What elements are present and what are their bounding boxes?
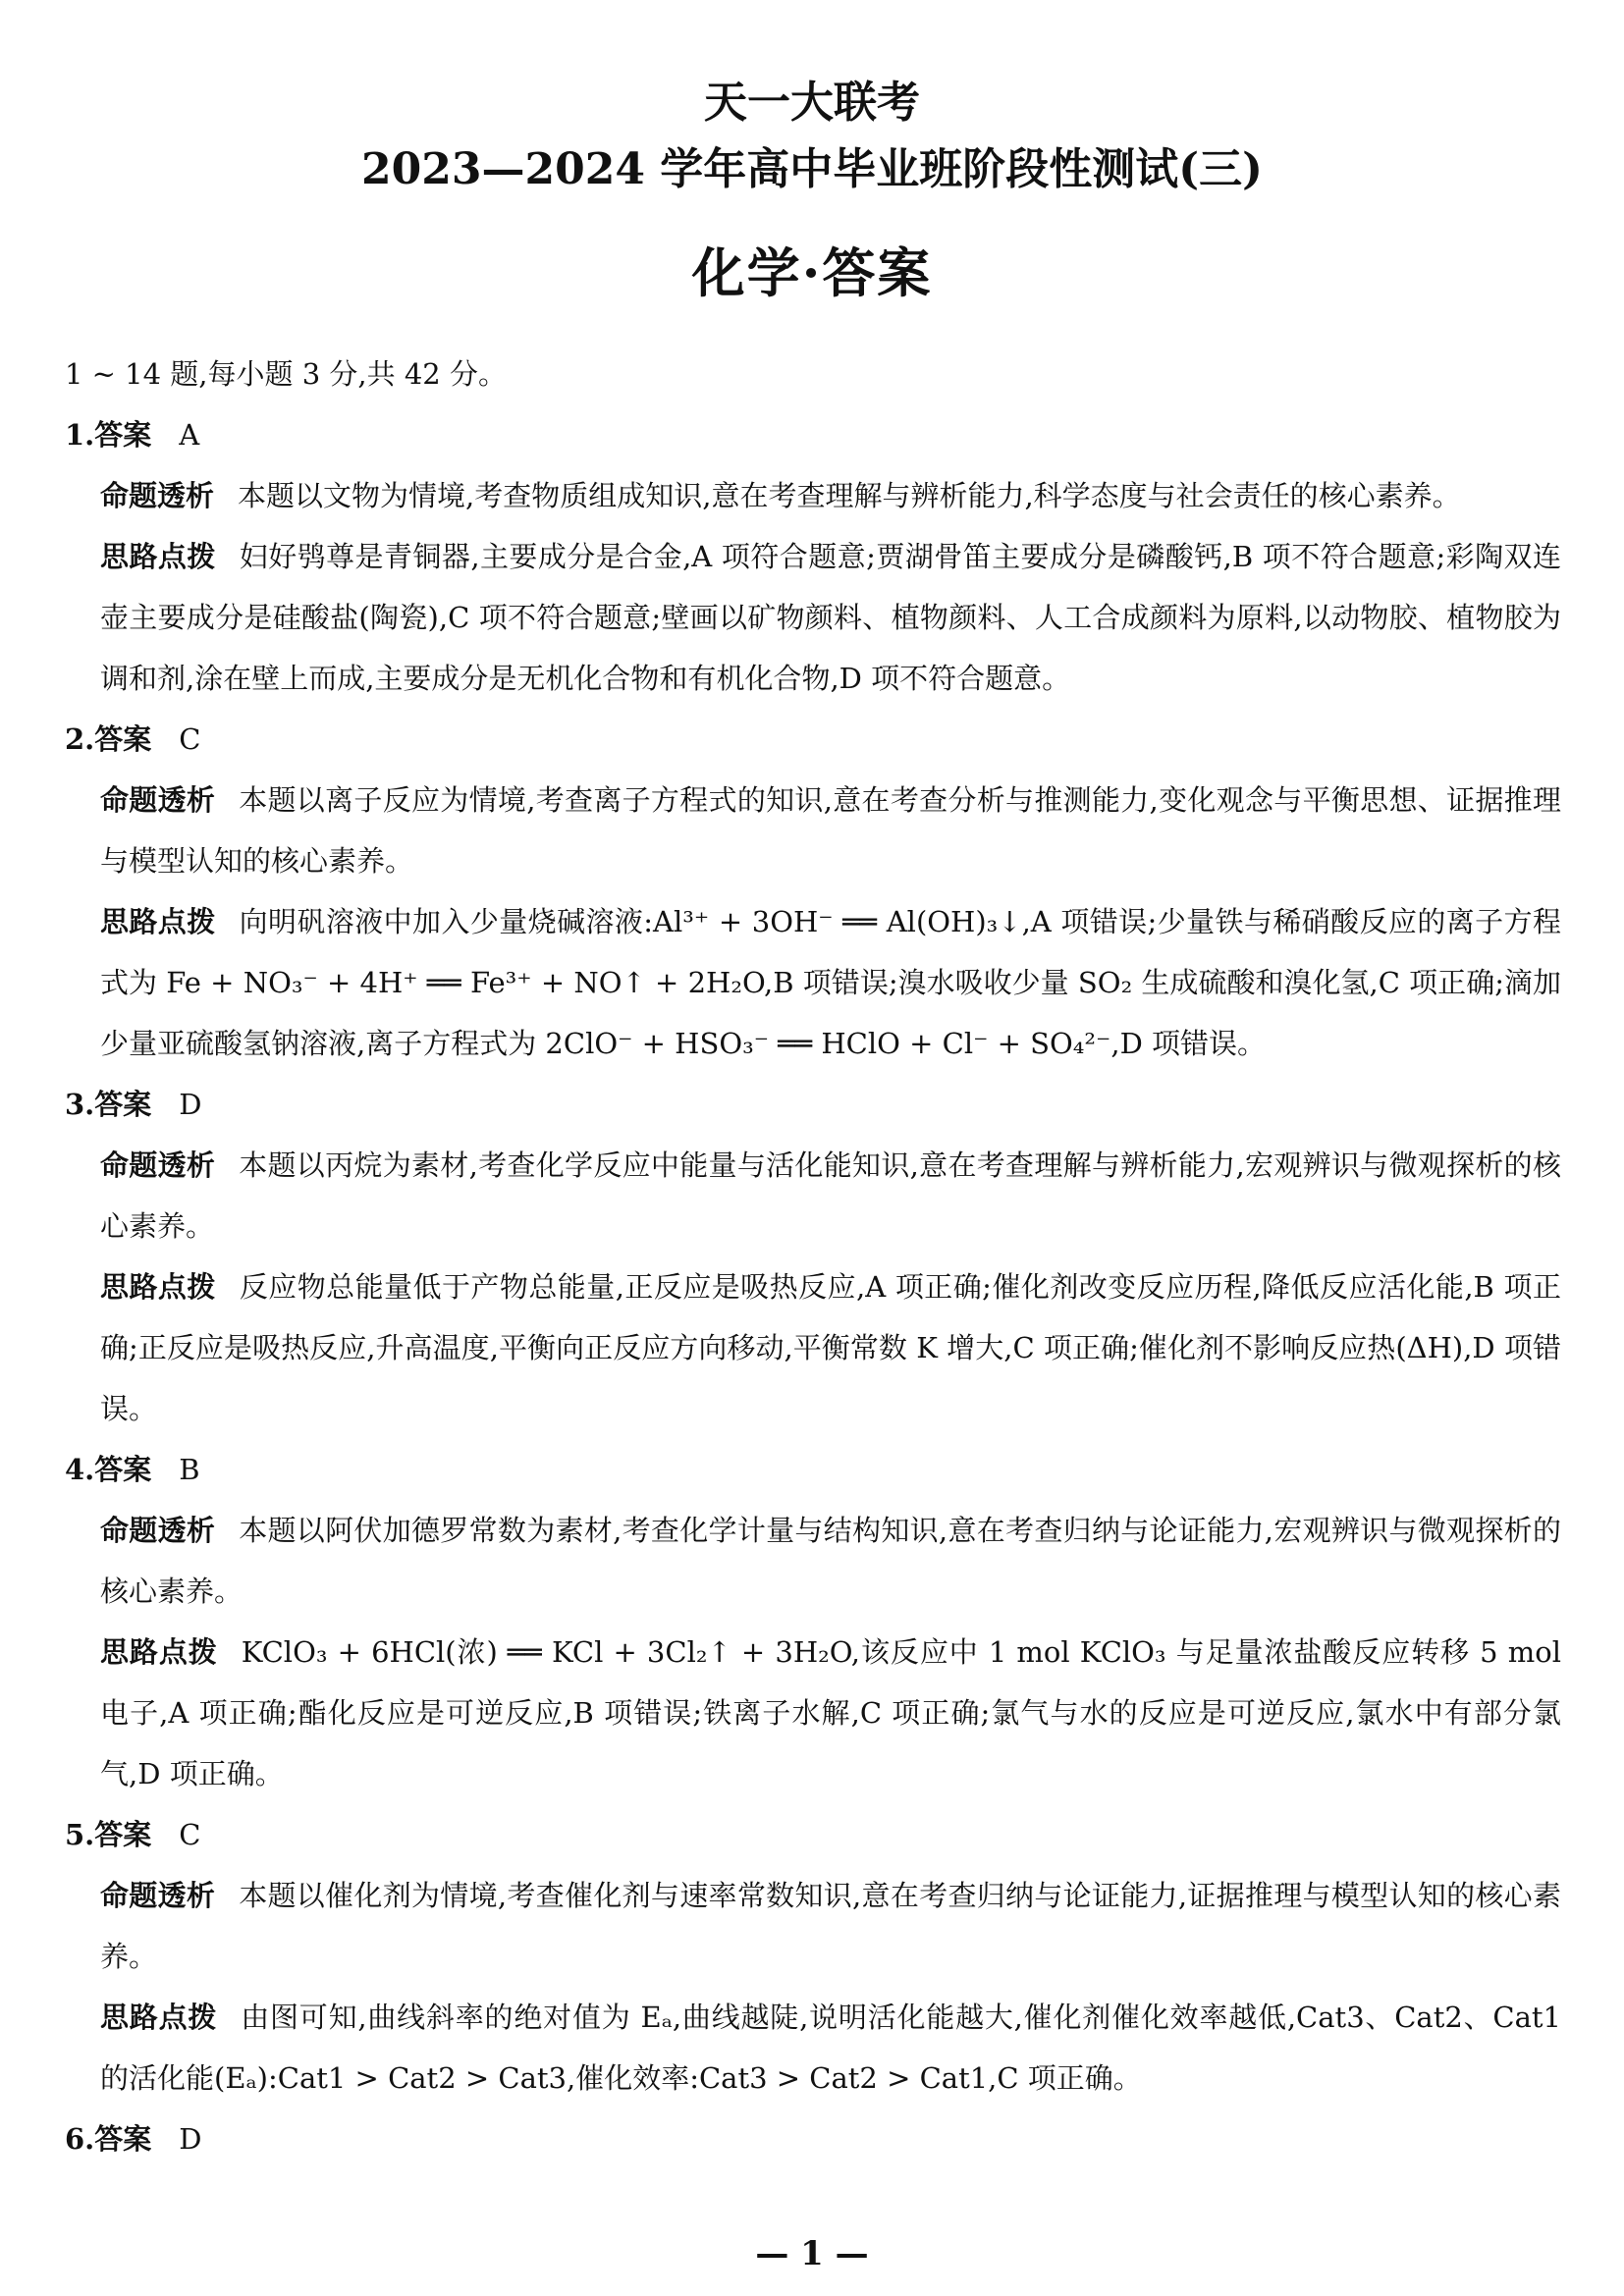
analysis-text: 本题以阿伏加德罗常数为素材,考查化学计量与结构知识,意在考查归纳与论证能力,宏观辨识与微观探析的核心素养。 — [100, 1514, 1561, 1608]
question-block-4 — [65, 1439, 1561, 1804]
hint-paragraph — [65, 1256, 1561, 1439]
answer-value: A — [179, 418, 200, 452]
analysis-paragraph — [65, 1865, 1561, 1987]
hint-label: 思路点拨 — [100, 905, 216, 938]
question-head — [65, 1439, 1561, 1500]
hint-text: 反应物总能量低于产物总能量,正反应是吸热反应,A 项正确;催化剂改变反应历程,降低反应活化能,B 项正确;正反应是吸热反应,升高温度,平衡向正反应方向移动,平衡常数 K 增大,C 项正确;催化剂不影响反应热(ΔH),D 项错误。 — [100, 1270, 1561, 1425]
intro-text: 1 ~ 14 题,每小题 3 分,共 42 分。 — [65, 357, 507, 391]
analysis-text: 本题以离子反应为情境,考查离子方程式的知识,意在考查分析与推测能力,变化观念与平衡思想、证据推理与模型认知的核心素养。 — [100, 783, 1561, 878]
hint-text: 由图可知,曲线斜率的绝对值为 Eₐ,曲线越陡,说明活化能越大,催化剂催化效率越低,Cat3、Cat2、Cat1 的活化能(Eₐ):Cat1 > Cat2 > Cat3,催化效率:Cat3 > Cat2 > Cat1,C 项正确。 — [100, 2001, 1561, 2095]
page-number: — 1 — — [755, 2234, 869, 2273]
answer-value: D — [179, 2122, 202, 2156]
question-block-5 — [65, 1804, 1561, 2109]
subject-title: 化学·答案 — [691, 241, 933, 304]
hint-text: 向明矾溶液中加入少量烧碱溶液:Al³⁺ + 3OH⁻ ══ Al(OH)₃↓,A 项错误;少量铁与稀硝酸反应的离子方程式为 Fe + NO₃⁻ + 4H⁺ ══ Fe³⁺ + NO↑ + 2H₂O,B 项错误;溴水吸收少量 SO₂ 生成硫酸和溴化氢,C 项正确;滴加少量亚硫酸氢钠溶液,离子方程式为 2ClO⁻ + HSO₃⁻ ══ HClO + Cl⁻ + SO₄²⁻,D 项错误。 — [100, 905, 1561, 1060]
hint-paragraph — [65, 1622, 1561, 1804]
answer-value: B — [179, 1453, 200, 1486]
answer-body — [65, 344, 1561, 2169]
question-block-2 — [65, 709, 1561, 1074]
analysis-paragraph — [65, 1500, 1561, 1622]
question-number: 5. — [65, 1818, 95, 1851]
answer-label: 答案 — [94, 418, 152, 452]
answer-label: 答案 — [94, 2122, 152, 2156]
hint-paragraph — [65, 526, 1561, 709]
hint-paragraph — [65, 1987, 1561, 2109]
hint-label: 思路点拨 — [100, 540, 216, 573]
hint-text: KClO₃ + 6HCl(浓) ══ KCl + 3Cl₂↑ + 3H₂O,该反应中 1 mol KClO₃ 与足量浓盐酸反应转移 5 mol 电子,A 项正确;酯化反应是可逆反应,B 项错误;铁离子水解,C 项正确;氯气与水的反应是可逆反应,氯水中有部分氯气,D 项正确。 — [100, 1635, 1561, 1790]
question-head — [65, 2109, 1561, 2169]
analysis-label: 命题透析 — [100, 1879, 216, 1912]
answer-value: D — [179, 1088, 202, 1121]
analysis-paragraph — [65, 770, 1561, 891]
analysis-label: 命题透析 — [100, 1514, 216, 1547]
question-number: 3. — [65, 1088, 95, 1121]
hint-label: 思路点拨 — [100, 2001, 218, 2034]
question-head — [65, 709, 1561, 770]
answer-value: C — [179, 722, 201, 756]
analysis-paragraph — [65, 465, 1561, 526]
analysis-text: 本题以文物为情境,考查物质组成知识,意在考查理解与辨析能力,科学态度与社会责任的核心素养。 — [238, 479, 1461, 512]
question-head — [65, 404, 1561, 465]
question-head — [65, 1804, 1561, 1865]
question-number: 1. — [65, 418, 95, 452]
question-number: 6. — [65, 2122, 95, 2156]
analysis-text: 本题以丙烷为素材,考查化学反应中能量与活化能知识,意在考查理解与辨析能力,宏观辨识与微观探析的核心素养。 — [100, 1148, 1561, 1243]
answer-label: 答案 — [94, 722, 152, 756]
hint-label: 思路点拨 — [100, 1270, 216, 1304]
analysis-paragraph — [65, 1135, 1561, 1256]
answer-label: 答案 — [94, 1088, 152, 1121]
answer-label: 答案 — [94, 1453, 152, 1486]
analysis-label: 命题透析 — [100, 1148, 216, 1182]
analysis-label: 命题透析 — [100, 783, 216, 817]
question-head — [65, 1074, 1561, 1135]
analysis-label: 命题透析 — [100, 479, 215, 512]
hint-text: 妇好鸮尊是青铜器,主要成分是合金,A 项符合题意;贾湖骨笛主要成分是磷酸钙,B 项不符合题意;彩陶双连壶主要成分是硅酸盐(陶瓷),C 项不符合题意;壁画以矿物颜料、植物颜料、人工合成颜料为原料,以动物胶、植物胶为调和剂,涂在壁上而成,主要成分是无机化合物和有机化合物,D 项不符合题意。 — [100, 540, 1561, 695]
org-title: 天一大联考 — [704, 78, 920, 128]
hint-paragraph — [65, 891, 1561, 1074]
answer-label: 答案 — [94, 1818, 152, 1851]
analysis-text: 本题以催化剂为情境,考查催化剂与速率常数知识,意在考查归纳与论证能力,证据推理与模型认知的核心素养。 — [100, 1879, 1561, 1973]
hint-label: 思路点拨 — [100, 1635, 218, 1669]
answer-value: C — [179, 1818, 201, 1851]
question-block-1 — [65, 404, 1561, 709]
exam-title: 2023—2024 学年高中毕业班阶段性测试(三) — [361, 144, 1263, 194]
question-number: 4. — [65, 1453, 95, 1486]
question-number: 2. — [65, 722, 95, 756]
question-block-3 — [65, 1074, 1561, 1439]
question-block-6 — [65, 2109, 1561, 2169]
